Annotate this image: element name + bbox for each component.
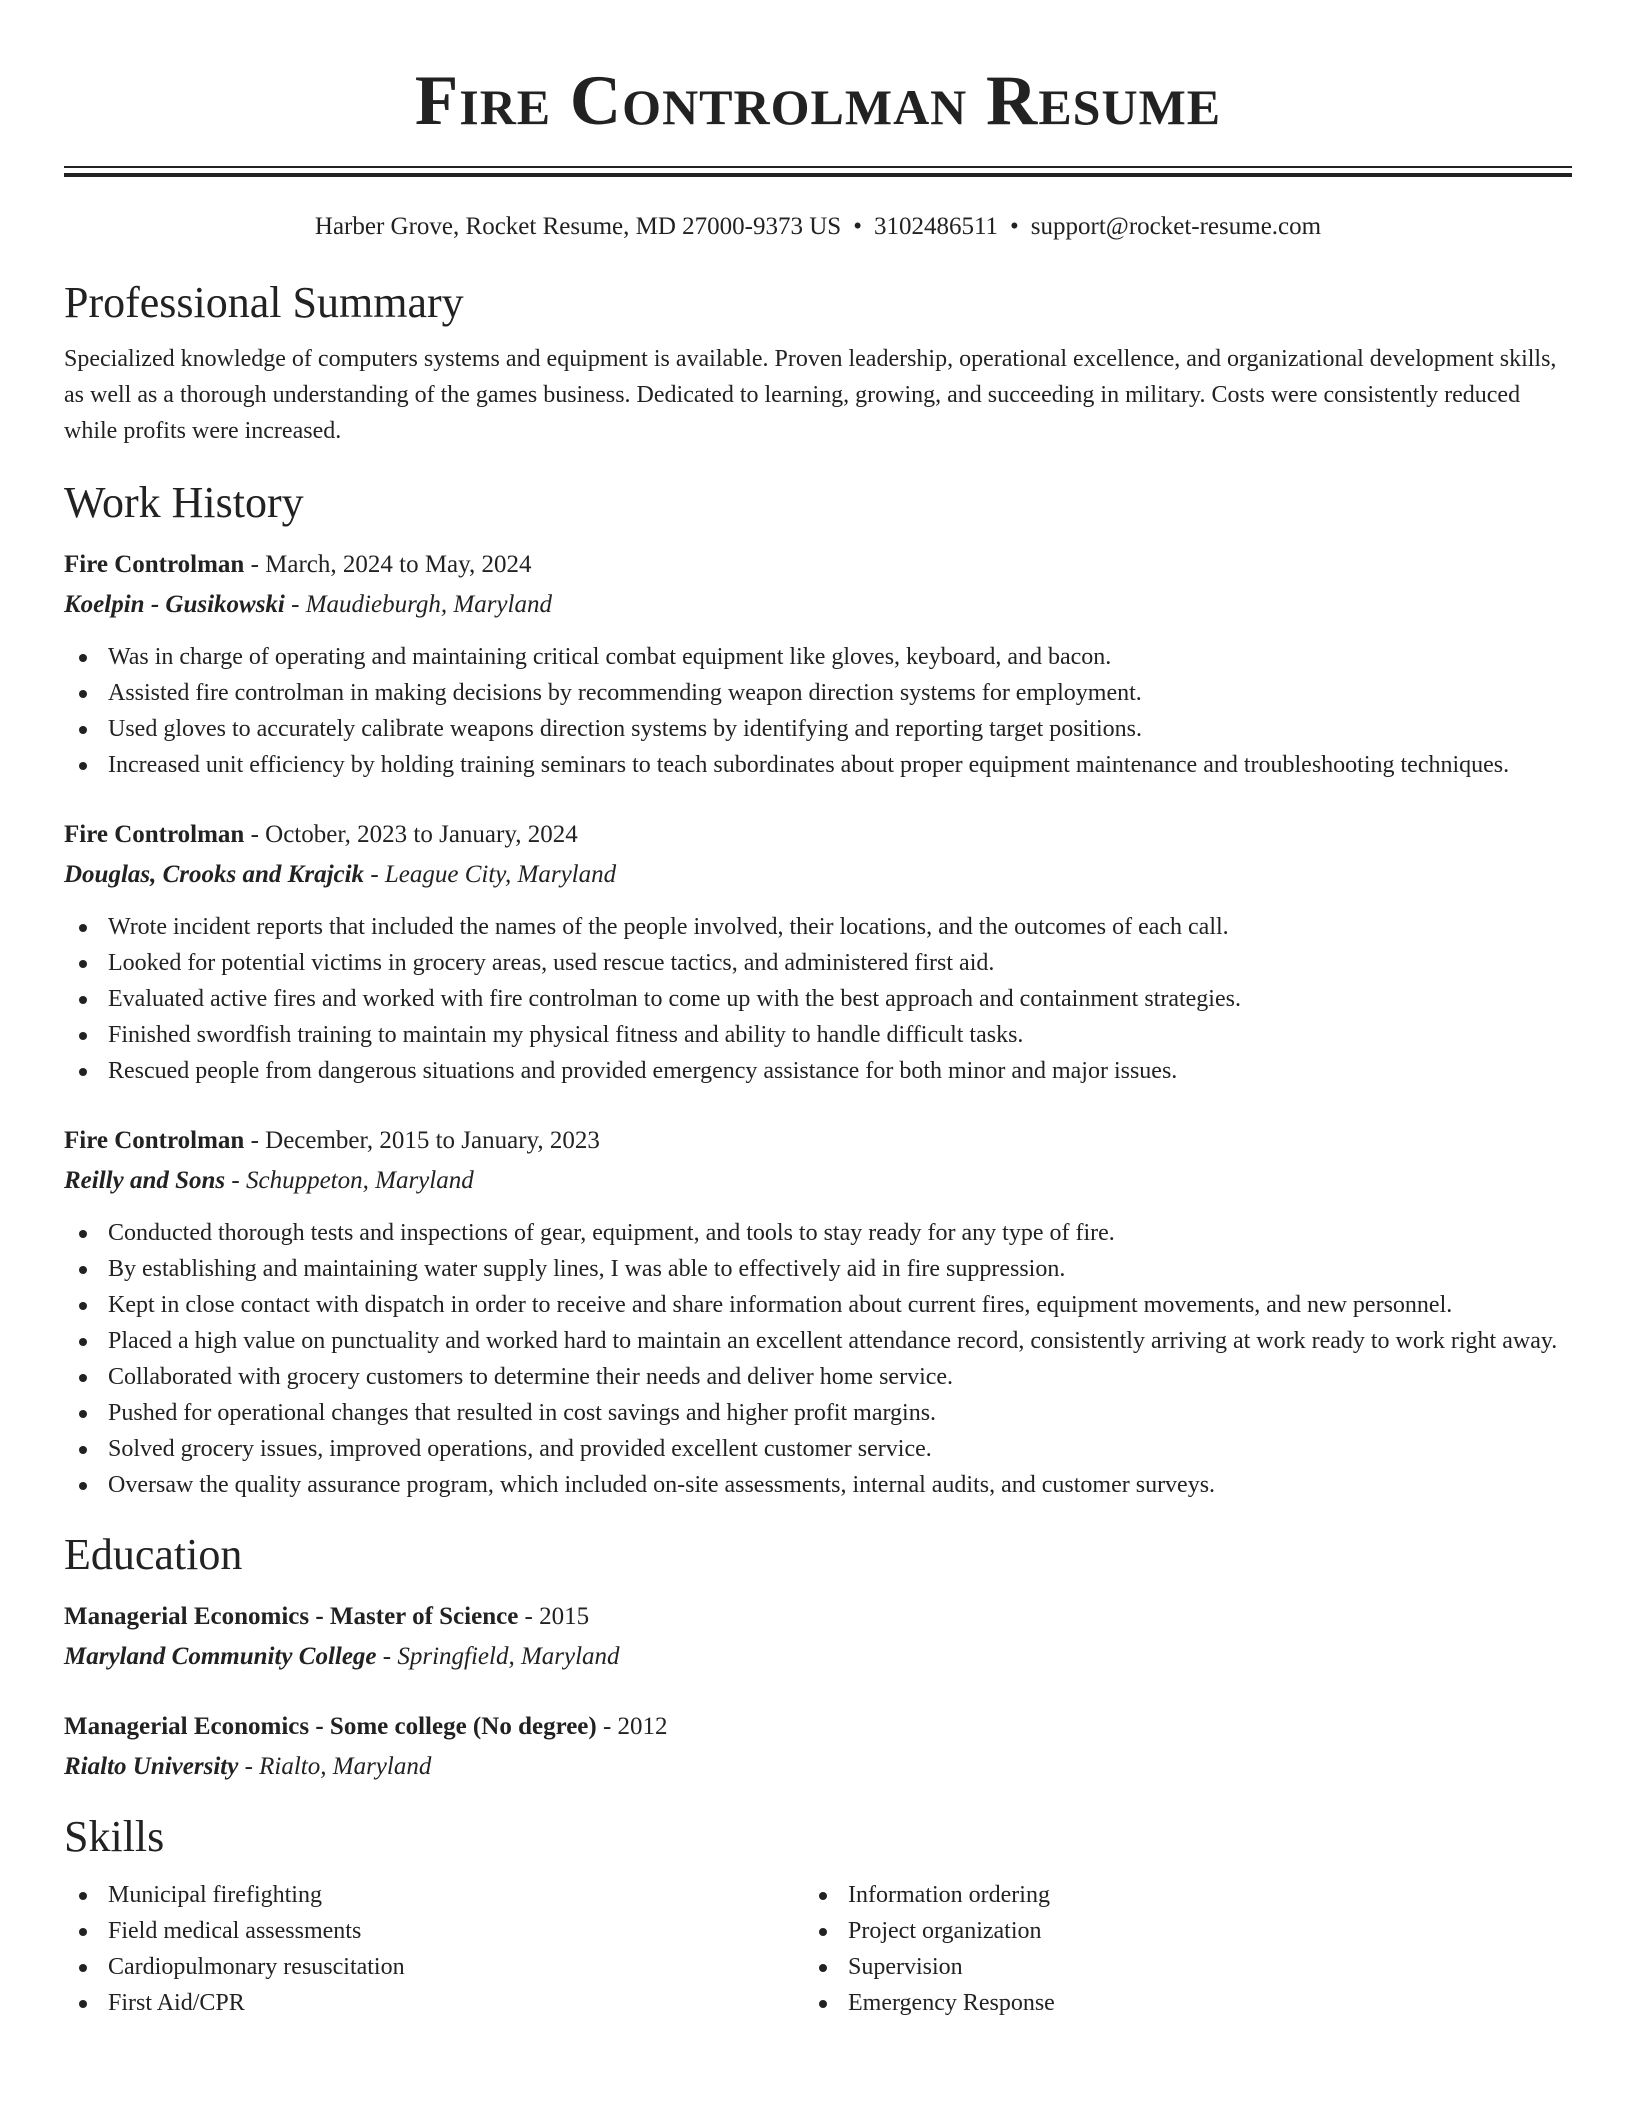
job-employer <box>64 1163 1572 1199</box>
job-entry <box>64 547 1572 783</box>
job-location: - Maudieburgh, Maryland <box>284 591 552 618</box>
contact-line <box>64 211 1572 243</box>
list-item: Collaborated with grocery customers to determine their needs and deliver home service. <box>64 1359 1572 1395</box>
job-header <box>64 547 1572 583</box>
job-entry <box>64 1123 1572 1503</box>
work-history-section <box>64 477 1572 1503</box>
job-employer <box>64 587 1572 623</box>
job-duties-list <box>64 909 1572 1089</box>
job-location: - League City, Maryland <box>364 861 617 888</box>
list-item: Evaluated active fires and worked with fire controlman to come up with the best approach and containment strategies. <box>64 981 1572 1017</box>
title-divider <box>64 166 1572 177</box>
education-header <box>64 1599 1572 1635</box>
job-duties-list <box>64 639 1572 783</box>
list-item: Wrote incident reports that included the names of the people involved, their locations, and the outcomes of each call. <box>64 909 1572 945</box>
job-employer <box>64 857 1572 893</box>
education-location: - Springfield, Maryland <box>376 1643 620 1670</box>
list-item: Assisted fire controlman in making decisions by recommending weapon direction systems for employment. <box>64 675 1572 711</box>
contact-separator: • <box>1010 213 1019 240</box>
list-item: Kept in close contact with dispatch in order to receive and share information about current fires, equipment movements, and new personnel. <box>64 1287 1572 1323</box>
skills-list-left <box>64 1877 804 2021</box>
job-dates: - March, 2024 to May, 2024 <box>244 551 532 578</box>
education-heading: Education <box>64 1530 243 1579</box>
skill-item: Supervision <box>804 1949 1544 1985</box>
skill-item: Project organization <box>804 1913 1544 1949</box>
list-item: Solved grocery issues, improved operations, and provided excellent customer service. <box>64 1431 1572 1467</box>
job-header <box>64 817 1572 853</box>
list-item: Conducted thorough tests and inspections of gear, equipment, and tools to stay ready for any type of fire. <box>64 1215 1572 1251</box>
job-company: Reilly and Sons <box>64 1167 226 1194</box>
job-duties-list <box>64 1215 1572 1503</box>
job-company: Koelpin - Gusikowski <box>64 591 285 618</box>
education-location: - Rialto, Maryland <box>238 1753 432 1780</box>
skill-item: Municipal firefighting <box>64 1877 804 1913</box>
page-title: Fire Controlman Resume <box>414 62 1222 140</box>
job-company: Douglas, Crooks and Krajcik <box>64 861 365 888</box>
skill-item: Cardiopulmonary resuscitation <box>64 1949 804 1985</box>
list-item: Finished swordfish training to maintain my physical fitness and ability to handle difficult tasks. <box>64 1017 1572 1053</box>
resume-page <box>64 0 1572 2021</box>
list-item: Looked for potential victims in grocery areas, used rescue tactics, and administered first aid. <box>64 945 1572 981</box>
skills-columns <box>64 1877 1572 2021</box>
list-item: Pushed for operational changes that resulted in cost savings and higher profit margins. <box>64 1395 1572 1431</box>
skills-heading: Skills <box>64 1812 165 1861</box>
work-history-heading: Work History <box>64 478 304 527</box>
education-year: - 2015 <box>518 1603 590 1630</box>
list-item: Placed a high value on punctuality and worked hard to maintain an excellent attendance record, consistently arriving at work ready to work right away. <box>64 1323 1572 1359</box>
job-entry <box>64 817 1572 1089</box>
education-school: Rialto University <box>64 1753 239 1780</box>
list-item: Rescued people from dangerous situations and provided emergency assistance for both minor and major issues. <box>64 1053 1572 1089</box>
job-title: Fire Controlman <box>64 551 245 578</box>
job-title: Fire Controlman <box>64 821 245 848</box>
contact-address: Harber Grove, Rocket Resume, MD 27000-9373 US <box>314 213 842 240</box>
contact-phone: 3102486511 <box>873 213 999 240</box>
skills-section <box>64 1811 1572 2021</box>
job-dates: - December, 2015 to January, 2023 <box>244 1127 600 1154</box>
summary-heading: Professional Summary <box>64 278 464 327</box>
education-degree: Managerial Economics - Some college (No degree) <box>64 1713 597 1740</box>
education-header <box>64 1709 1572 1745</box>
education-school: Maryland Community College <box>64 1643 377 1670</box>
job-title: Fire Controlman <box>64 1127 245 1154</box>
contact-separator: • <box>853 213 862 240</box>
skill-item: Field medical assessments <box>64 1913 804 1949</box>
education-degree: Managerial Economics - Master of Science <box>64 1603 519 1630</box>
job-location: - Schuppeton, Maryland <box>225 1167 474 1194</box>
list-item: Was in charge of operating and maintaining critical combat equipment like gloves, keyboard, and bacon. <box>64 639 1572 675</box>
education-school-line <box>64 1749 1572 1785</box>
education-entry <box>64 1709 1572 1785</box>
education-school-line <box>64 1639 1572 1675</box>
education-year: - 2012 <box>596 1713 668 1740</box>
summary-section <box>64 277 1572 449</box>
summary-text: Specialized knowledge of computers systems and equipment is available. Proven leadership, operational excellence, and organizational development skills, as well as a thorough understanding of the games business. Dedicated to learning, growing, and succeeding in military. Costs were consistently reduced while profits were increased. <box>64 346 1557 444</box>
skill-item: Emergency Response <box>804 1985 1544 2021</box>
list-item: By establishing and maintaining water supply lines, I was able to effectively aid in fire suppression. <box>64 1251 1572 1287</box>
skill-item: Information ordering <box>804 1877 1544 1913</box>
job-header <box>64 1123 1572 1159</box>
education-entry <box>64 1599 1572 1675</box>
list-item: Used gloves to accurately calibrate weapons direction systems by identifying and reporting target positions. <box>64 711 1572 747</box>
education-section <box>64 1529 1572 1785</box>
job-dates: - October, 2023 to January, 2024 <box>244 821 578 848</box>
skill-item: First Aid/CPR <box>64 1985 804 2021</box>
skills-list-right <box>804 1877 1544 2021</box>
list-item: Increased unit efficiency by holding training seminars to teach subordinates about proper equipment maintenance and troubleshooting techniques. <box>64 747 1572 783</box>
list-item: Oversaw the quality assurance program, which included on-site assessments, internal audits, and customer surveys. <box>64 1467 1572 1503</box>
contact-email: support@rocket-resume.com <box>1030 213 1322 240</box>
